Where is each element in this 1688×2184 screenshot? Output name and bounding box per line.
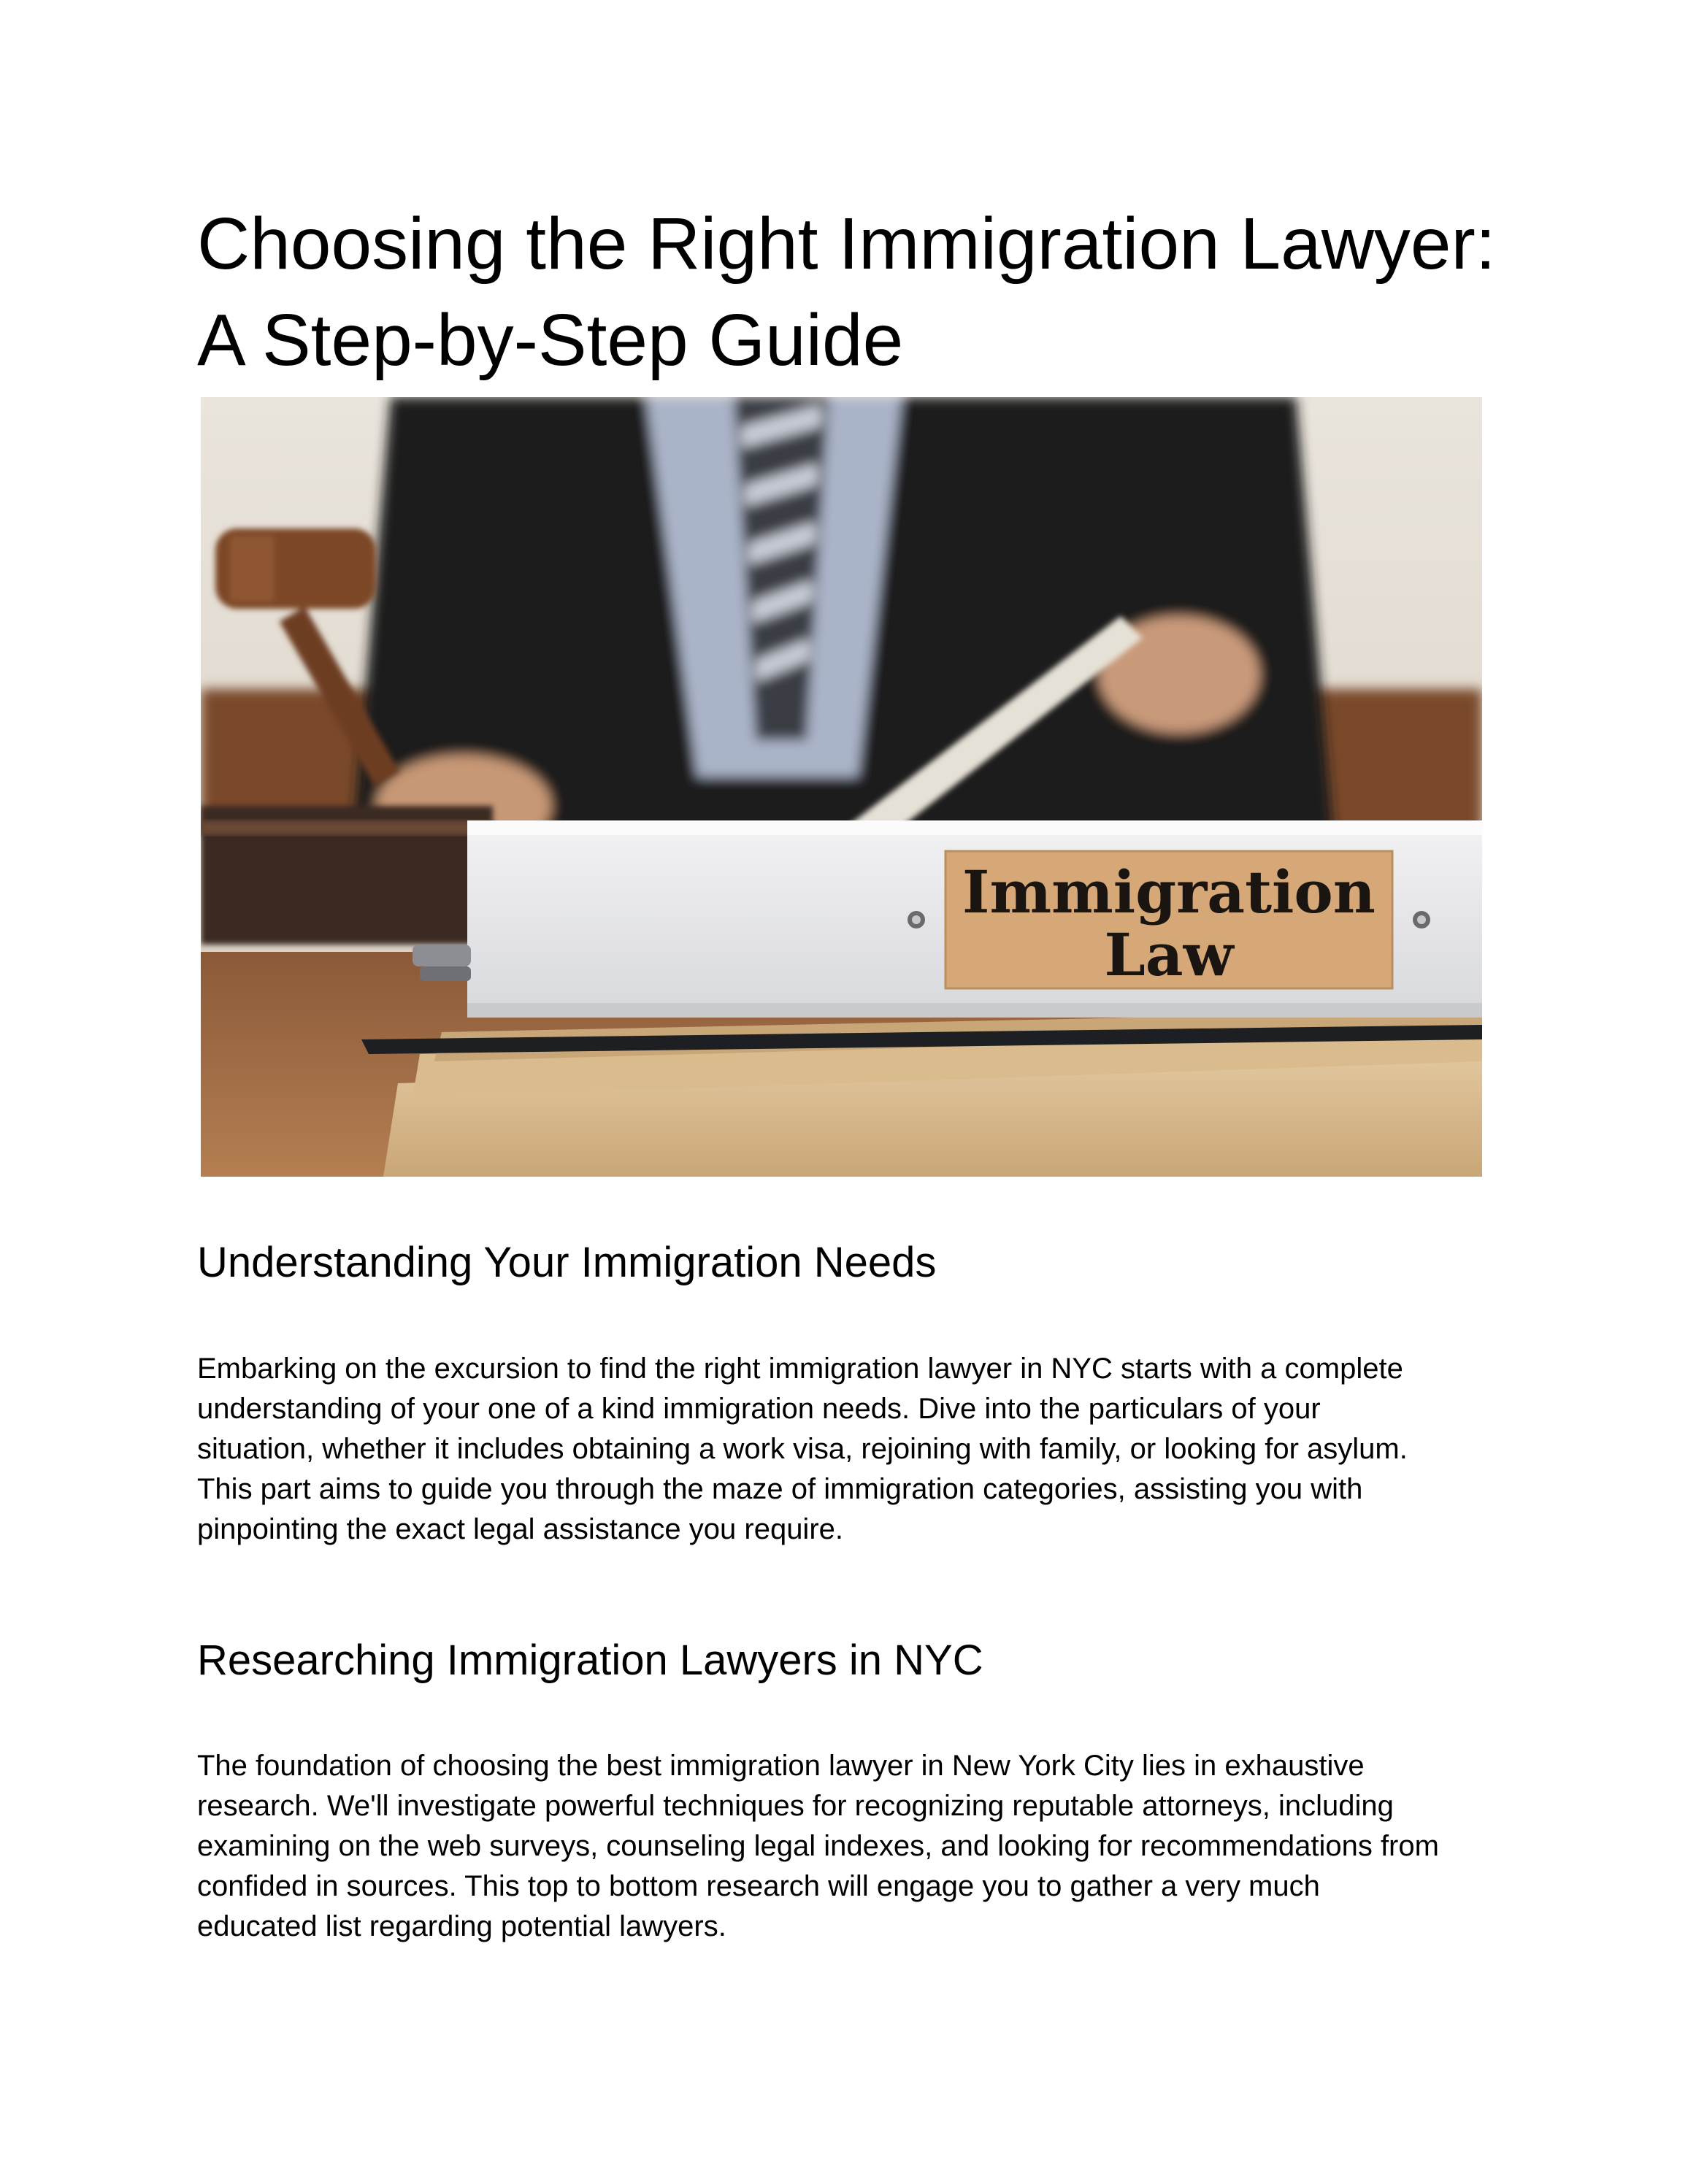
hero-illustration	[201, 397, 1482, 1177]
section-body-2	[197, 1746, 1497, 1947]
section-1-line-2: understanding of your one of a kind immigration needs. Dive into the particulars of your	[197, 1393, 1321, 1425]
hero-image	[201, 397, 1482, 1177]
section-heading-1: Understanding Your Immigration Needs	[197, 1239, 937, 1286]
hero-label-line-1: Immigration	[962, 858, 1376, 926]
page-title	[197, 196, 1511, 388]
section-2-line-1: The foundation of choosing the best immigration lawyer in New York City lies in exhaustive	[197, 1750, 1365, 1782]
hero-label-line-2: Law	[1104, 920, 1234, 989]
section-2-line-2: research. We'll investigate powerful techniques for recognizing reputable attorneys, including	[197, 1790, 1394, 1822]
section-body-1	[197, 1349, 1497, 1550]
title-line-1: Choosing the Right Immigration Lawyer:	[197, 203, 1496, 285]
section-1-line-4: This part aims to guide you through the maze of immigration categories, assisting you with	[197, 1473, 1363, 1505]
section-1-line-1: Embarking on the excursion to find the right immigration lawyer in NYC starts with a complete	[197, 1353, 1403, 1385]
section-1-line-5: pinpointing the exact legal assistance you require.	[197, 1513, 843, 1545]
section-1-line-3: situation, whether it includes obtaining a work visa, rejoining with family, or looking for asylum.	[197, 1433, 1408, 1465]
section-heading-2: Researching Immigration Lawyers in NYC	[197, 1637, 983, 1684]
section-2-line-4: confided in sources. This top to bottom research will engage you to gather a very much	[197, 1870, 1320, 1902]
title-line-2: A Step-by-Step Guide	[197, 299, 904, 381]
section-2-line-3: examining on the web surveys, counseling legal indexes, and looking for recommendations from	[197, 1830, 1439, 1862]
section-2-line-5: educated list regarding potential lawyers.	[197, 1910, 726, 1942]
